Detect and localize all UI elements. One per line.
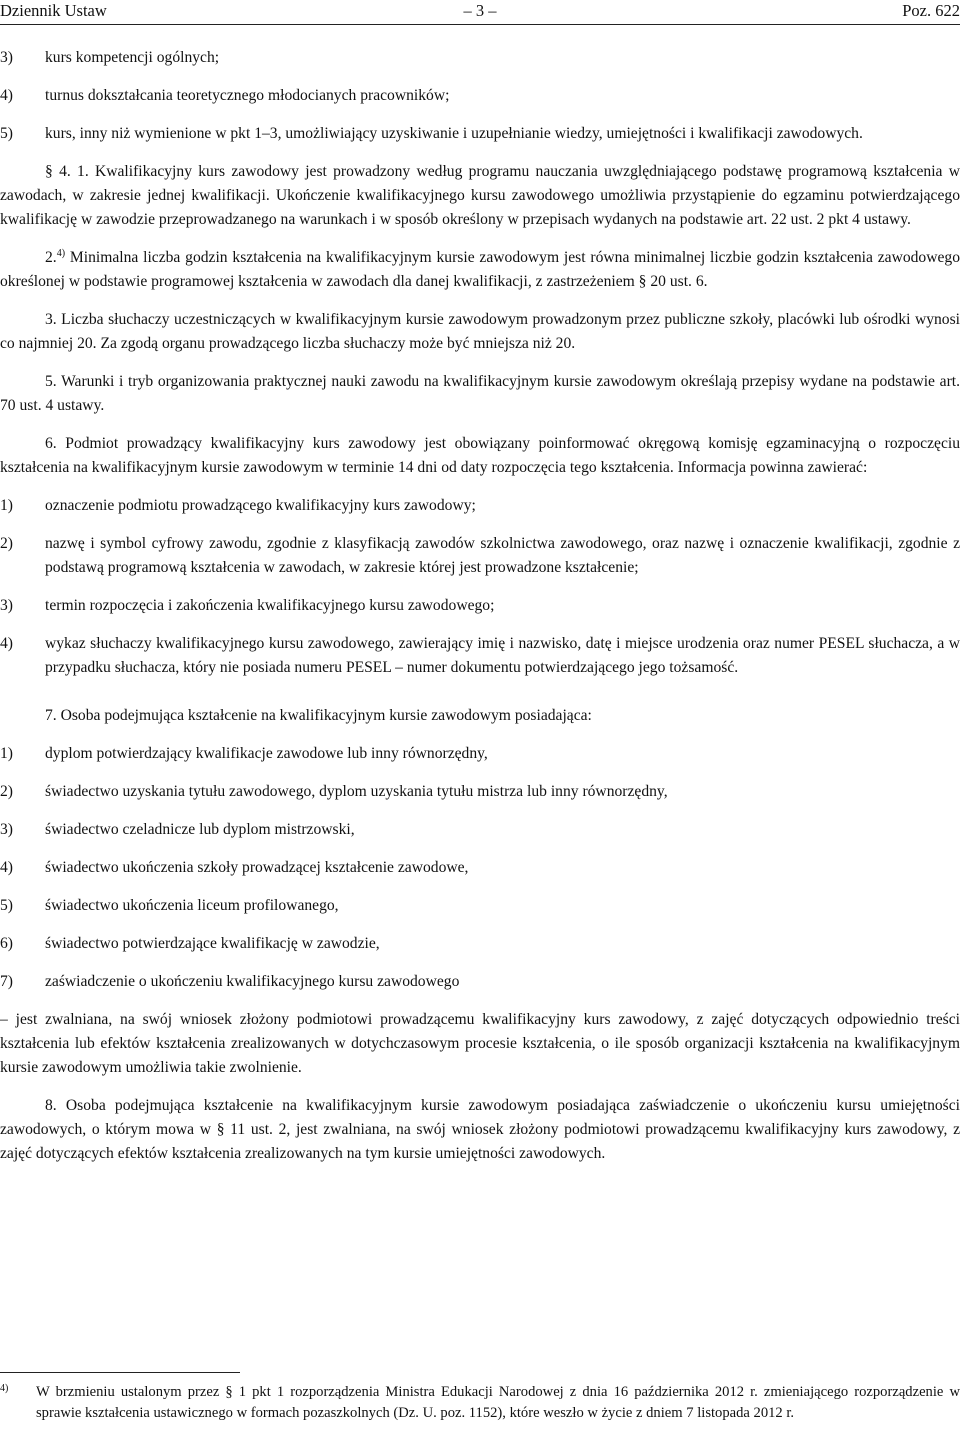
journal-title: Dziennik Ustaw (0, 1, 107, 20)
list-item (0, 932, 960, 956)
list-text: świadectwo ukończenia szkoły prowadzącej kształcenie zawodowe, (45, 859, 469, 876)
list-number: 3) (0, 821, 13, 838)
list-item (0, 46, 960, 70)
list-number: 5) (0, 125, 13, 142)
spacer (0, 694, 960, 704)
list-item (0, 894, 960, 918)
footnote-mark: 4) (0, 1383, 9, 1394)
page-number: – 3 – (463, 1, 497, 20)
list-number: 1) (0, 745, 13, 762)
footnote-reference: 4) (56, 247, 66, 259)
section-4-paragraph-7-tail: – jest zwalniana, na swój wniosek złożony podmiotowi prowadzącemu kwalifikacyjny kurs zawodowy, z zajęć dotyczących odpowiednio treści kształcenia lub efektów kształcenia zrealizowanych w dotychczasowym procesie kształcenia, o ile sposób organizacji kształcenia na kwalifikacyjnym kursie zawodowym umożliwia takie zwolnienie. (0, 1011, 960, 1076)
footnote (0, 1382, 960, 1424)
section-4-paragraph-6: 6. Podmiot prowadzący kwalifikacyjny kurs zawodowy jest obowiązany poinformować okręgową komisję egzaminacyjną o rozpoczęciu kształcenia na kwalifikacyjnym kursie zawodowym w terminie 14 dni od daty rozpoczęcia tego kształcenia. Informacja powinna zawierać: (0, 435, 960, 476)
list-number: 3) (0, 597, 13, 614)
list-text: termin rozpoczęcia i zakończenia kwalifikacyjnego kursu zawodowego; (45, 597, 495, 614)
list-item (0, 494, 960, 518)
section-4-paragraph-8: 8. Osoba podejmująca kształcenie na kwalifikacyjnym kursie zawodowym posiadająca zaświadczenie o ukończeniu kursu umiejętności zawodowych, o którym mowa w § 11 ust. 2, jest zwalniana, na swój wniosek złożony podmiotowi prowadzącemu kwalifikacyjny kurs zawodowy, z zajęć dotyczących efektów kształcenia zrealizowanych na tym kursie umiejętności zawodowych. (0, 1097, 960, 1162)
list-text: dyplom potwierdzający kwalifikacje zawodowe lub inny równorzędny, (45, 745, 488, 762)
list-item (0, 970, 960, 994)
list-number: 6) (0, 935, 13, 952)
list-number: 2) (0, 535, 13, 552)
list-number: 4) (0, 859, 13, 876)
list-text: świadectwo ukończenia liceum profilowanego, (45, 897, 339, 914)
section-4-paragraph-3: 3. Liczba słuchaczy uczestniczących w kwalifikacyjnym kursie zawodowym prowadzonym przez publiczne szkoły, placówki lub ośrodki wynosi co najmniej 20. Za zgodą organu prowadzącego liczba słuchaczy może być mniejsza niż 20. (0, 311, 960, 352)
page-header (0, 0, 960, 26)
section-4-paragraph-1: § 4. 1. Kwalifikacyjny kurs zawodowy jest prowadzony według programu nauczania uwzględniającego podstawę programową kształcenia w zawodach, w zakresie jednej kwalifikacji. Ukończenie kwalifikacyjnego kursu zawodowego umożliwia przystąpienie do egzaminu potwierdzającego kwalifikację w zawodzie przeprowadzanego na warunkach i w sposób określony w przepisach wydanych na podstawie art. 22 ust. 2 pkt 4 ustawy. (0, 163, 960, 228)
list-text: kurs, inny niż wymienione w pkt 1–3, umożliwiający uzyskiwanie i uzupełnianie wiedzy, umiejętności i kwalifikacji zawodowych. (45, 125, 863, 142)
list-number: 1) (0, 497, 13, 514)
list-item (0, 818, 960, 842)
list-item (0, 84, 960, 108)
list-text: nazwę i symbol cyfrowy zawodu, zgodnie z klasyfikacją zawodów szkolnictwa zawodowego, oraz nazwę i oznaczenie kwalifikacji, zgodnie z podstawą programową kształcenia w zawodach, w zakresie której jest prowadzone kształcenie; (45, 535, 960, 576)
list-item (0, 632, 960, 680)
footnote-text: W brzmieniu ustalonym przez § 1 pkt 1 rozporządzenia Ministra Edukacji Narodowej z dnia 16 października 2012 r. zmieniającego rozporządzenie w sprawie kształcenia ustawicznego w formach pozaszkolnych (Dz. U. poz. 1152), które weszło w życie z dniem 7 listopada 2012 r. (36, 1384, 960, 1421)
header-rule (0, 24, 960, 25)
list-text: turnus dokształcania teoretycznego młodocianych pracowników; (45, 87, 450, 104)
list-text: świadectwo potwierdzające kwalifikację w zawodzie, (45, 935, 380, 952)
paragraph-text: Minimalna liczba godzin kształcenia na kwalifikacyjnym kursie zawodowym jest równa minimalnej liczbie godzin kształcenia zawodowego określonej w podstawie programowej kształcenia w zawodach dla danej kwalifikacji, z zastrzeżeniem § 20 ust. 6. (0, 249, 960, 290)
list-item (0, 780, 960, 804)
list-number: 4) (0, 635, 13, 652)
list-number: 7) (0, 973, 13, 990)
section-4-paragraph-5: 5. Warunki i tryb organizowania praktycznej nauki zawodu na kwalifikacyjnym kursie zawodowym określają przepisy wydane na podstawie art. 70 ust. 4 ustawy. (0, 373, 960, 414)
list-text: świadectwo czeladnicze lub dyplom mistrzowski, (45, 821, 355, 838)
list-item (0, 532, 960, 580)
list-text: wykaz słuchaczy kwalifikacyjnego kursu zawodowego, zawierający imię i nazwisko, datę i miejsce urodzenia oraz numer PESEL słuchacza, a w przypadku słuchacza, który nie posiada numeru PESEL – numer dokumentu potwierdzającego jego tożsamość. (45, 635, 960, 676)
document-body (0, 46, 960, 1180)
list-item (0, 122, 960, 146)
position-number: Poz. 622 (902, 1, 960, 20)
section-4-paragraph-7: 7. Osoba podejmująca kształcenie na kwalifikacyjnym kursie zawodowym posiadająca: (45, 707, 592, 724)
list-number: 3) (0, 49, 13, 66)
list-text: oznaczenie podmiotu prowadzącego kwalifikacyjny kurs zawodowy; (45, 497, 476, 514)
list-number: 2) (0, 783, 13, 800)
list-text: świadectwo uzyskania tytułu zawodowego, dyplom uzyskania tytułu mistrza lub inny równorzędny, (45, 783, 668, 800)
list-number: 5) (0, 897, 13, 914)
list-number: 4) (0, 87, 13, 104)
list-item (0, 742, 960, 766)
list-item (0, 856, 960, 880)
footnote-rule (0, 1372, 240, 1373)
list-item (0, 594, 960, 618)
paragraph-number: 2. (45, 249, 57, 266)
section-4-paragraph-2 (0, 246, 960, 294)
list-text: kurs kompetencji ogólnych; (45, 49, 220, 66)
list-text: zaświadczenie o ukończeniu kwalifikacyjnego kursu zawodowego (45, 973, 460, 990)
